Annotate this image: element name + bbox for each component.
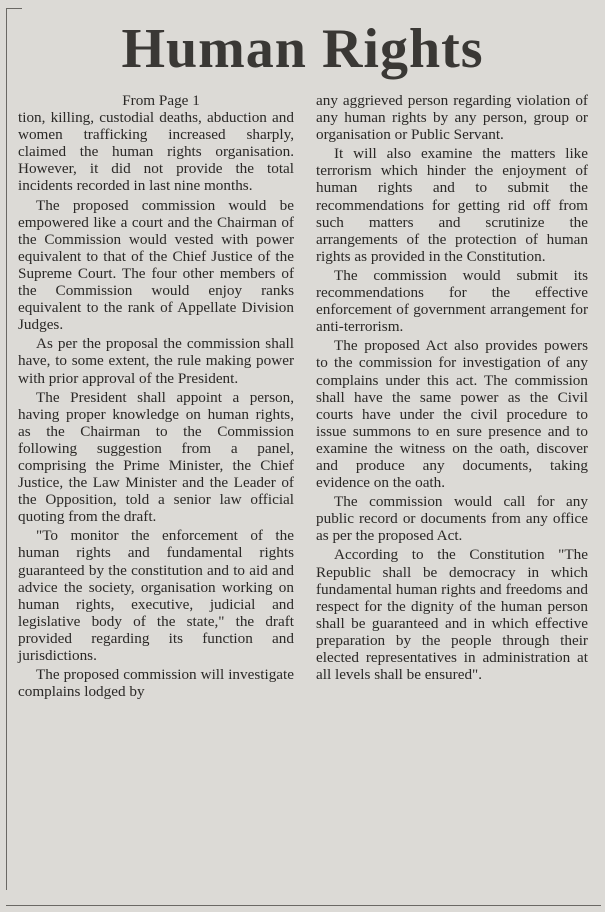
paragraph: The proposed commission will investigate complains lodged by (18, 666, 294, 701)
column-rule-left (6, 8, 7, 890)
paragraph: The commission would submit its recommendations for the effective enforcement of government arrangement for anti-terrorism. (316, 266, 588, 336)
jump-line: From Page 1 (122, 92, 200, 109)
paragraph: "To monitor the enforcement of the human rights and fundamental rights guaranteed by the constitution and to aid and advice the society, organisation working on human rights, executive, judicial and legislative body of the state," the draft provided regarding its function and jurisdictions. (18, 527, 294, 664)
paragraph: According to the Constitution "The Republic shall be democracy in which fundamental human rights and freedoms and respect for the dignity of the human person shall be guaranteed and in which effective preparation by the people through their elected representatives in administration at all levels shall be ensured". (316, 546, 588, 684)
paragraph: any aggrieved person regarding violation of any human rights by any person, group or organisation or Public Servant. (316, 92, 588, 144)
paragraph: It will also examine the matters like terrorism which hinder the enjoyment of human rights and to submit the recommendations for getting rid off from such matters and scrutinize the arrangements of the protection of human rights as provided in the Constitution. (316, 145, 588, 265)
rule-bottom (6, 905, 601, 906)
rule-top (6, 8, 22, 9)
paragraph: As per the proposal the commission shall have, to some extent, the rule making power with prior approval of the President. (18, 335, 294, 387)
article-column-left (18, 92, 294, 702)
paragraph: The proposed Act also provides powers to the commission for investigation of any complains under this act. The commission shall have the same power as the Civil courts have under the civil procedure to issue summons to en sure presence and to examine the witness on the oath, discover and produce any documents, taking evidence on the oath. (316, 337, 588, 492)
article-column-right (316, 92, 588, 685)
paragraph: The proposed commission would be empowered like a court and the Chairman of the Commission would vested with power equivalent to that of the Chief Justice of the Supreme Court. The four other members of the Commission would enjoy ranks equivalent to the rank of Appellate Division Judges. (18, 196, 294, 334)
paragraph: The commission would call for any public record or documents from any office as per the proposed Act. (316, 493, 588, 545)
headline: Human Rights (121, 18, 484, 80)
paragraph: tion, killing, custodial deaths, abduction and women trafficking increased sharply, claimed the human rights organisation. However, it did not provide the total incidents recorded in last nine months. (18, 109, 294, 195)
paragraph: The President shall appoint a person, having proper knowledge on human rights, as the Chairman to the Commission following suggestion from a panel, comprising the Prime Minister, the Chief Justice, the Law Minister and the Leader of the Opposition, told a senior law official quoting from the draft. (18, 388, 294, 526)
